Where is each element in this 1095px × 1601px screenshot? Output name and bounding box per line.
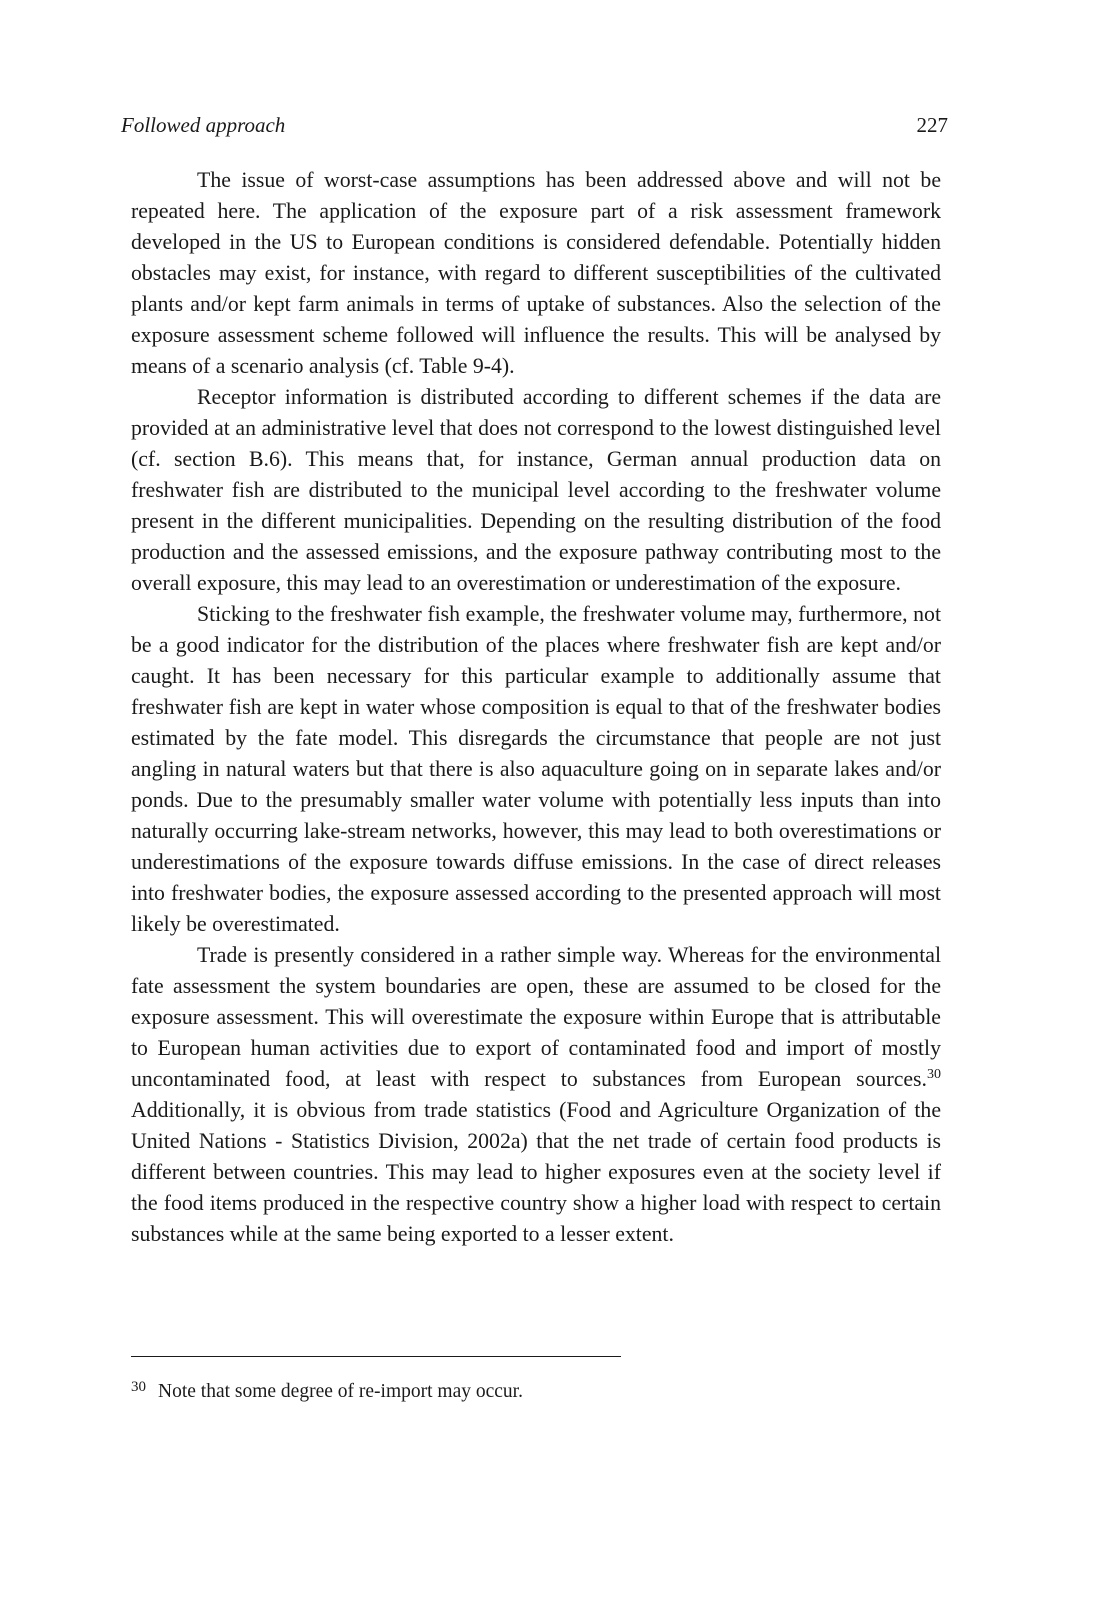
- paragraph-receptor-information: Receptor information is distributed according to different schemes if the data are provided at an administrative level that does not correspond to the lowest distinguished level (cf. section B.6). This means that, for instance, German annual production data on freshwater fish are distributed to the municipal level according to the freshwater volume present in the different municipalities. Depending on the resulting distribution of the food production and the assessed emissions, and the exposure pathway contributing most to the overall exposure, this may lead to an overestimation or underestimation of the exposure.: [131, 385, 941, 595]
- paragraph-worst-case: The issue of worst-case assumptions has been addressed above and will not be repeated here. The application of the exposure part of a risk assessment framework developed in the US to European conditions is considered defendable. Potentially hidden obstacles may exist, for instance, with regard to different susceptibilities of the cultivated plants and/or kept farm animals in terms of uptake of substances. Also the selection of the exposure assessment scheme followed will influence the results. This will be analysed by means of a scenario analysis (cf. Table 9-4).: [131, 168, 941, 378]
- footnote: [131, 1378, 941, 1406]
- body-text: [131, 165, 941, 1250]
- footnote-marker: 30: [131, 1379, 146, 1395]
- trade-text-after-note: Additionally, it is obvious from trade statistics (Food and Agriculture Organization of the United Nations - Statistics Division, 2002a) that the net trade of certain food products is different between countries. This may lead to higher exposures even at the society level if the food items produced in the respective country show a higher load with respect to certain substances while at the same being exported to a lesser extent.: [131, 1098, 941, 1246]
- footnote-reference: 30: [927, 1067, 941, 1082]
- footnote-text: Note that some degree of re-import may occur.: [158, 1381, 523, 1402]
- trade-text-before-note: Trade is presently considered in a rather simple way. Whereas for the environmental fate assessment the system boundaries are open, these are assumed to be closed for the exposure assessment. This will overestimate the exposure within Europe that is attributable to European human activities due to export of contaminated food and import of mostly uncontaminated food, at least with respect to substances from European sources.: [131, 943, 941, 1091]
- running-head: Followed approach: [121, 113, 286, 137]
- footnote-rule: [131, 1356, 621, 1357]
- page-number: 227: [916, 113, 948, 137]
- paragraph-trade: [131, 940, 941, 1250]
- paragraph-freshwater-fish: Sticking to the freshwater fish example, the freshwater volume may, furthermore, not be a good indicator for the distribution of the places where freshwater fish are kept and/or caught. It has been necessary for this particular example to additionally assume that freshwater fish are kept in water whose composition is equal to that of the freshwater bodies estimated by the fate model. This disregards the circumstance that people are not just angling in natural waters but that there is also aquaculture going on in separate lakes and/or ponds. Due to the presumably smaller water volume with potentially less inputs than into naturally occurring lake-stream networks, however, this may lead to both overestimations or underestimations of the exposure towards diffuse emissions. In the case of direct releases into freshwater bodies, the exposure assessed according to the presented approach will most likely be overestimated.: [131, 602, 941, 936]
